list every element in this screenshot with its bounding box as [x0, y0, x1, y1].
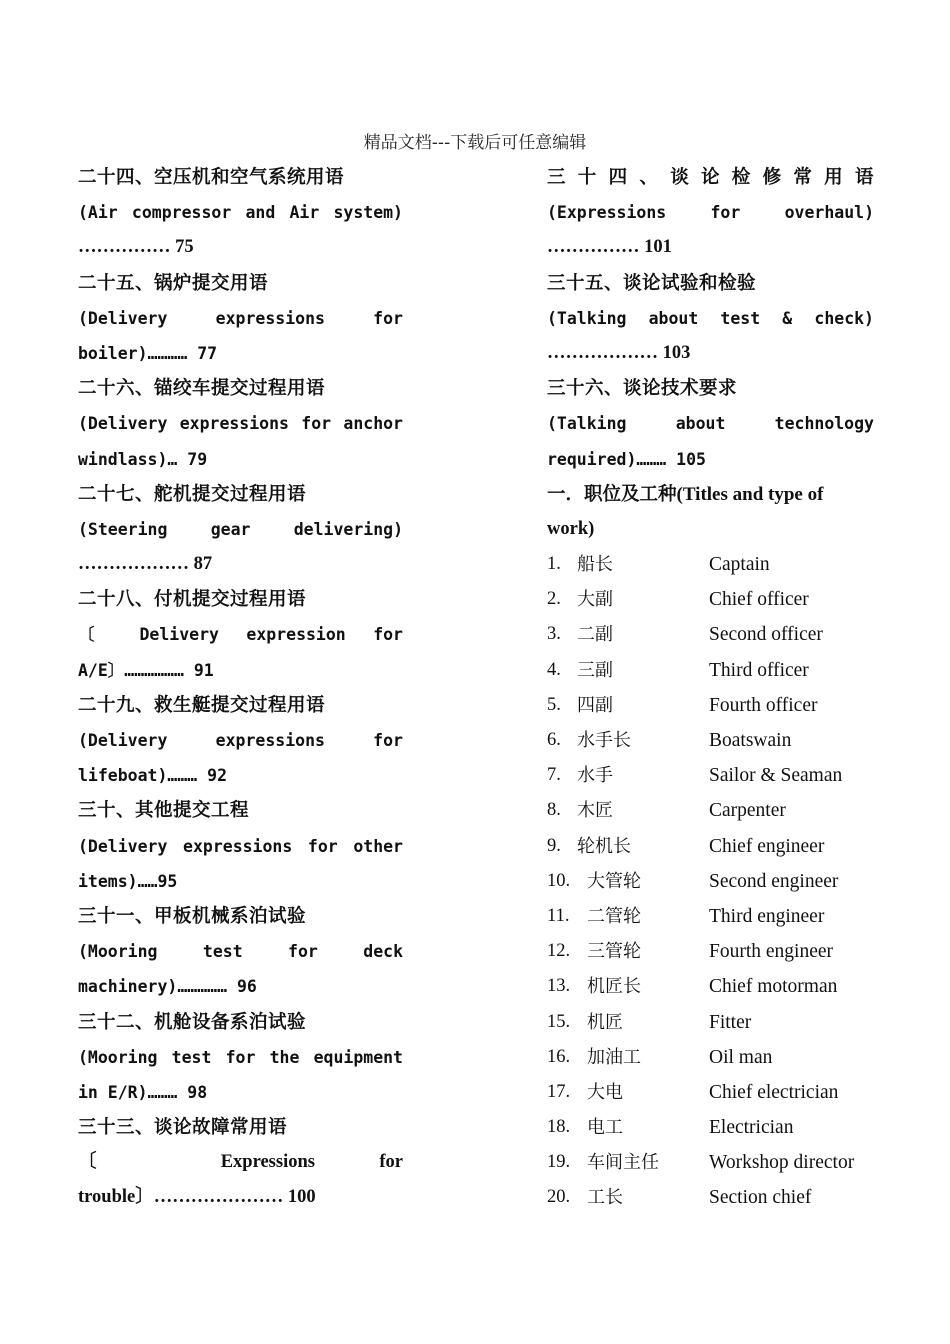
toc-entry-english: 〔 Delivery expression for: [78, 625, 403, 645]
item-chinese: 木匠: [577, 800, 613, 822]
toc-entry-page: …………… 101: [547, 237, 672, 258]
item-number: 6.: [547, 730, 561, 750]
item-number: 2.: [547, 589, 561, 610]
item-english: Sailor & Seaman: [709, 765, 843, 787]
toc-entry-title: 三十二、机舱设备系泊试验: [78, 1011, 307, 1033]
item-english: Chief officer: [709, 589, 809, 611]
item-number: 13.: [547, 976, 571, 997]
toc-entry-english: (Talking about test & check): [547, 308, 874, 328]
list-item: [547, 793, 874, 828]
toc-entry-page: windlass)… 79: [78, 449, 208, 469]
item-english: Electrician: [709, 1117, 794, 1139]
item-number: 9.: [547, 835, 561, 856]
toc-entry-page: A/E〕……………… 91: [78, 660, 214, 680]
toc-entry-english: (Air compressor and Air system): [78, 203, 403, 223]
toc-entry-page: machinery)…………… 96: [78, 977, 257, 997]
toc-entry-english: (Mooring test for deck: [78, 942, 403, 962]
toc-entry-title: 二十五、锅炉提交用语: [78, 272, 269, 294]
item-chinese: 二管轮: [587, 905, 641, 927]
item-chinese: 轮机长: [577, 835, 631, 857]
item-english: Chief electrician: [709, 1081, 839, 1103]
toc-entry-page: boiler)………… 77: [78, 343, 218, 363]
section-title-cn: 一．职位及工种: [547, 483, 677, 505]
item-chinese: 工长: [587, 1187, 623, 1209]
item-chinese: 电工: [587, 1117, 623, 1139]
list-item: [547, 864, 874, 899]
toc-entry-english: (Expressions for overhaul): [547, 203, 874, 223]
section-title-en-cont: work): [547, 518, 595, 539]
toc-entry-title: 三十一、甲板机械系泊试验: [78, 905, 307, 927]
toc-left-column: [78, 160, 403, 1216]
item-english: Fourth officer: [709, 694, 818, 716]
item-number: 5.: [547, 694, 561, 715]
item-chinese: 四副: [577, 694, 613, 716]
toc-entry-english: (Delivery expressions for anchor: [78, 414, 403, 434]
toc-entry-page: lifeboat)……… 92: [78, 766, 228, 786]
list-item: [547, 1110, 874, 1145]
list-item: [547, 1075, 874, 1110]
item-english: Chief engineer: [709, 835, 825, 857]
toc-entry-title: 三十三、谈论故障常用语: [78, 1117, 288, 1139]
item-number: 8.: [547, 800, 561, 821]
list-item: [547, 1040, 874, 1075]
item-english: Third officer: [709, 659, 809, 681]
list-item: [547, 1145, 874, 1180]
toc-entry-page: ……………… 87: [78, 554, 213, 575]
toc-entry-english: (Delivery expressions for: [78, 731, 403, 750]
toc-entry-page: in E/R)……… 98: [78, 1082, 208, 1102]
toc-entry-title: 二十六、锚绞车提交过程用语: [78, 378, 326, 400]
item-chinese: 大电: [587, 1081, 623, 1103]
list-item: [547, 582, 874, 617]
item-chinese: 水手: [577, 765, 613, 787]
item-number: 3.: [547, 624, 561, 645]
toc-entry-english: 〔 Expressions for: [78, 1152, 403, 1173]
item-number: 18.: [547, 1117, 571, 1138]
item-number: 7.: [547, 765, 561, 786]
item-english: Fitter: [709, 1011, 752, 1033]
item-chinese: 大管轮: [587, 870, 641, 892]
item-number: 15.: [547, 1011, 571, 1032]
list-item: [547, 758, 874, 793]
item-english: Captain: [709, 554, 770, 576]
toc-entry-title: 三十四、谈论检修常用语: [547, 167, 874, 188]
item-chinese: 车间主任: [587, 1152, 659, 1174]
toc-entry-english: (Delivery expressions for other: [78, 836, 403, 856]
item-number: 17.: [547, 1081, 571, 1102]
toc-entry-title: 三十六、谈论技术要求: [547, 378, 738, 400]
item-chinese: 加油工: [587, 1046, 641, 1068]
item-number: 10.: [547, 870, 571, 891]
toc-entry-title: 三十五、谈论试验和检验: [547, 272, 757, 294]
page-header: 精品文档---下载后可任意编辑: [363, 133, 587, 153]
item-english: Second officer: [709, 624, 823, 646]
toc-entry-title: 三十、其他提交工程: [78, 800, 250, 822]
toc-entry-page: trouble〕………………… 100: [78, 1187, 316, 1208]
item-chinese: 机匠长: [587, 976, 641, 998]
list-item: [547, 653, 874, 688]
item-chinese: 机匠: [587, 1011, 623, 1033]
item-number: 11.: [547, 905, 570, 926]
item-number: 19.: [547, 1152, 571, 1173]
item-english: Carpenter: [709, 800, 786, 822]
item-english: Workshop director: [709, 1152, 855, 1174]
toc-right-column: [547, 160, 874, 1216]
item-english: Chief motorman: [709, 976, 838, 998]
toc-entry-title: 二十七、舵机提交过程用语: [78, 483, 307, 505]
list-item: [547, 829, 874, 864]
list-item: [547, 1180, 874, 1215]
item-number: 4.: [547, 659, 561, 680]
section-title-en: (Titles and type of: [676, 483, 824, 505]
list-item: [547, 934, 874, 969]
item-chinese: 水手长: [577, 730, 631, 751]
item-english: Boatswain: [709, 730, 792, 751]
item-number: 16.: [547, 1046, 571, 1067]
item-english: Fourth engineer: [709, 941, 834, 963]
item-english: Oil man: [709, 1046, 773, 1068]
list-item: [547, 1005, 874, 1040]
item-english: Third engineer: [709, 905, 825, 927]
toc-entry-title: 二十四、空压机和空气系统用语: [78, 167, 345, 188]
toc-entry-page: ……………… 103: [547, 342, 691, 363]
toc-entry-title: 二十八、付机提交过程用语: [78, 589, 307, 611]
list-item: [547, 723, 874, 758]
item-chinese: 二副: [577, 624, 613, 646]
list-item: [547, 547, 874, 582]
toc-entry-english: (Talking about technology: [547, 414, 874, 434]
toc-entry-english: (Steering gear delivering): [78, 519, 403, 539]
item-chinese: 船长: [577, 554, 613, 576]
list-item: [547, 969, 874, 1004]
toc-entry-english: (Mooring test for the equipment: [78, 1047, 403, 1067]
list-item: [547, 617, 874, 652]
item-number: 12.: [547, 941, 571, 962]
item-english: Section chief: [709, 1187, 812, 1209]
item-chinese: 三管轮: [587, 941, 641, 963]
item-chinese: 三副: [577, 659, 613, 681]
list-item: [547, 899, 874, 934]
list-item: [547, 688, 874, 723]
toc-entry-english: (Delivery expressions for: [78, 308, 403, 328]
toc-entry-title: 二十九、救生艇提交过程用语: [78, 694, 326, 716]
section-title: [547, 477, 874, 512]
item-chinese: 大副: [577, 589, 613, 611]
item-english: Second engineer: [709, 870, 839, 892]
toc-entry-page: required)……… 105: [547, 449, 706, 469]
toc-entry-page: items)……95: [78, 871, 178, 891]
toc-entry-page: …………… 75: [78, 237, 194, 258]
item-number: 20.: [547, 1187, 571, 1208]
item-number: 1.: [547, 554, 561, 575]
